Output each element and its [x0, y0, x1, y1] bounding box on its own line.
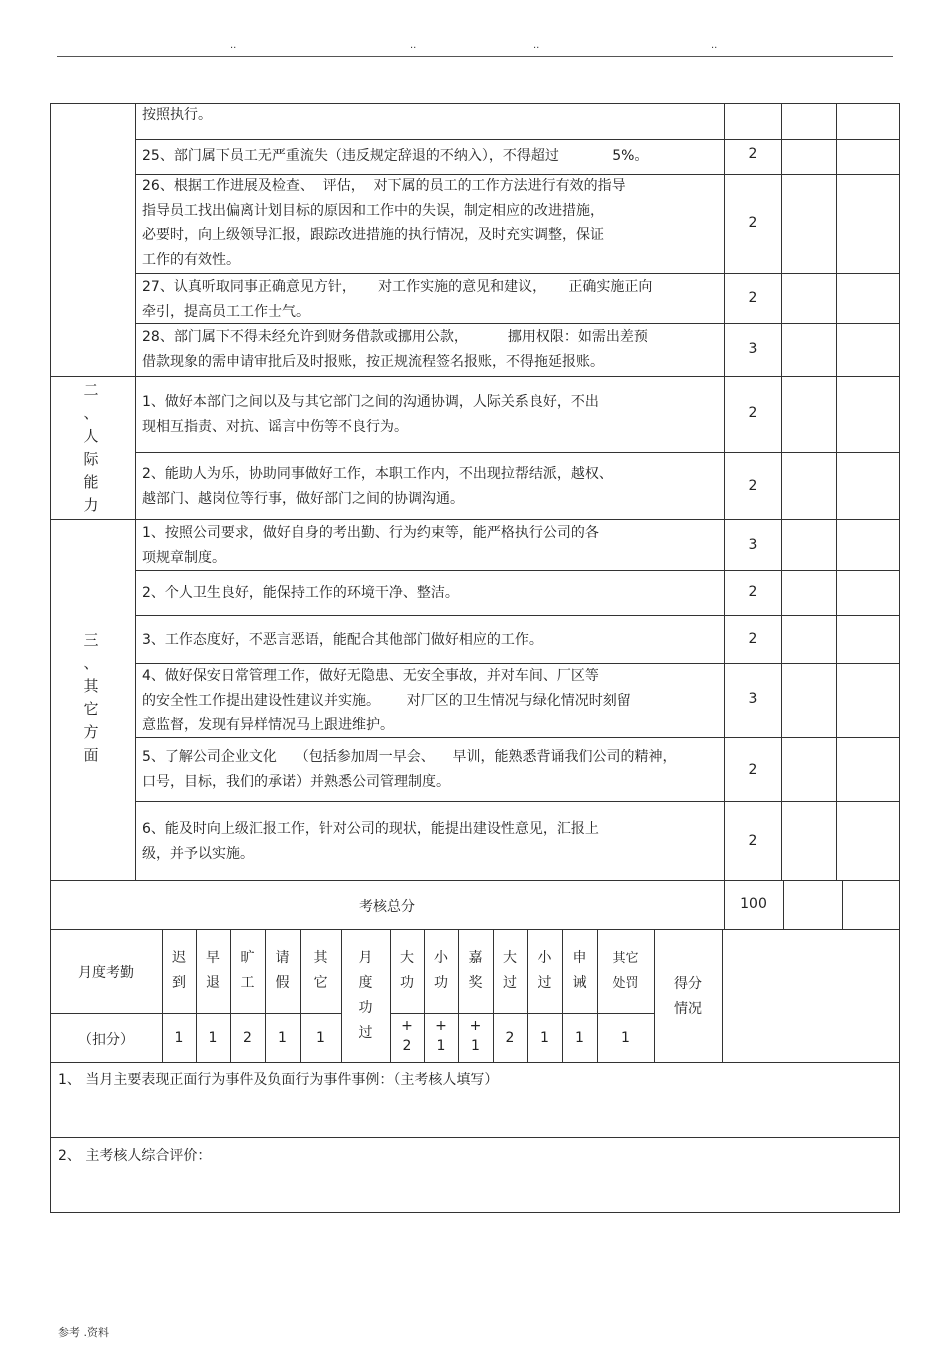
item-score: 2: [748, 215, 758, 231]
item-text: 1、按照公司要求，做好自身的考出勤、行为约束等，能严格执行公司的各 项规章制度。: [142, 525, 599, 566]
item-score: 3: [748, 537, 758, 553]
attendance-col-early-leave: 早 退: [206, 950, 220, 991]
merit-val-reprimand: 1: [575, 1030, 584, 1046]
item-text: 27、认真听取同事正确意见方针， 对工作实施的意见和建议， 正确实施正向 牵引，提高员工工作士气。: [142, 279, 653, 320]
merit-col-major-demerit: 大 过: [503, 950, 517, 991]
attendance-col-leave: 请 假: [275, 950, 290, 991]
item-score: 2: [748, 478, 758, 494]
header-mark: ..: [230, 40, 237, 51]
attendance-col-absent: 旷 工: [240, 950, 255, 991]
item-text: 2、个人卫生良好，能保持工作的环境干净、整洁。: [142, 585, 459, 601]
note-events-field[interactable]: [51, 1092, 899, 1136]
item-text: 28、部门属下不得未经允许到财务借款或挪用公款， 挪用权限：如需出差预 借款现象的需申请审批后及时报账，按正规流程签名报账，不得拖延报账。: [142, 329, 648, 370]
attendance-col-late: 迟 到: [172, 950, 186, 991]
footer-text: 参考 .资料: [58, 1326, 109, 1339]
item-score: 2: [748, 631, 758, 647]
header-rule: [57, 56, 893, 57]
item-text: 5、了解公司企业文化 （包括参加周一早会、 早训，能熟悉背诵我们公司的精神， 口号，目标，我们的承诺）并熟悉公司管理制度。: [142, 749, 677, 790]
deduct-label: （扣分）: [78, 1032, 134, 1048]
score-status-label: 得分 情况: [674, 976, 702, 1017]
score-status-field[interactable]: [723, 930, 899, 1062]
merit-val-other-penalty: 1: [621, 1030, 630, 1046]
merit-val-major-demerit: 2: [505, 1030, 515, 1046]
attendance-val-early-leave: 1: [208, 1030, 218, 1046]
category-interpersonal: 二 、 人 际 能 力: [83, 381, 99, 514]
merit-val-commendation: + 1: [469, 1018, 482, 1054]
attendance-val-leave: 1: [278, 1030, 287, 1046]
note-evaluation-field[interactable]: [51, 1168, 899, 1211]
merit-val-major-merit: + 2: [401, 1018, 413, 1054]
header-mark: ..: [711, 40, 718, 51]
item-score: 2: [748, 833, 758, 849]
merit-col-minor-merit: 小 功: [434, 950, 448, 991]
merit-col-major-merit: 大 功: [400, 950, 414, 991]
note-positive-negative-events: 1、 当月主要表现正面行为事件及负面行为事件事例：（主考核人填写）: [58, 1072, 499, 1088]
attendance-val-other: 1: [316, 1030, 325, 1046]
item-score: 2: [748, 584, 758, 600]
merit-val-minor-demerit: 1: [540, 1030, 549, 1046]
item-text: 25、部门属下员工无严重流失（违反规定辞退的不纳入），不得超过 5%。: [142, 148, 649, 164]
merit-col-other-penalty: 其它 处罚: [612, 951, 639, 991]
header-mark: ..: [533, 40, 540, 51]
merit-col-commendation: 嘉 奖: [468, 950, 483, 991]
merit-label: 月 度 功 过: [358, 950, 373, 1041]
item-score: 2: [748, 146, 758, 162]
item-score: 2: [748, 762, 758, 778]
category-other: 三 、 其 它 方 面: [83, 631, 99, 764]
attendance-val-late: 1: [174, 1030, 184, 1046]
total-label: 考核总分: [359, 899, 415, 915]
item-text: 1、做好本部门之间以及与其它部门之间的沟通协调，人际关系良好，不出 现相互指责、对抗、谣言中伤等不良行为。: [142, 394, 599, 435]
item-score: 2: [748, 290, 758, 306]
item-score: 3: [748, 691, 758, 707]
merit-col-minor-demerit: 小 过: [537, 950, 552, 991]
attendance-val-absent: 2: [243, 1030, 252, 1046]
item-text: 按照执行。: [142, 107, 212, 123]
header-mark: ..: [410, 40, 417, 51]
attendance-title: 月度考勤: [78, 965, 134, 981]
item-score: 3: [748, 341, 758, 357]
item-text: 4、做好保安日常管理工作，做好无隐患、无安全事故，并对车间、厂区等 的安全性工作提出建设性建议并实施。 对厂区的卫生情况与绿化情况时刻留 意监督，发现有异样情况马上跟进维护。: [142, 668, 631, 733]
item-score: 2: [748, 405, 758, 421]
item-text: 6、能及时向上级汇报工作，针对公司的现状，能提出建设性意见，汇报上 级，并予以实施。: [142, 821, 599, 862]
note-overall-evaluation: 2、 主考核人综合评价：: [58, 1148, 212, 1164]
attendance-col-other: 其 它: [313, 950, 328, 991]
merit-col-reprimand: 申 诫: [572, 950, 587, 991]
item-text: 26、根据工作进展及检查、 评估， 对下属的员工的工作方法进行有效的指导 指导员工找出偏离计划目标的原因和工作中的失误，制定相应的改进措施， 必要时，向上级领导汇报，跟踪改进措施的执行情况，及时充实调整，保证 工作的有效性。: [142, 178, 626, 268]
item-text: 2、能助人为乐，协助同事做好工作，本职工作内，不出现拉帮结派，越权、 越部门、越岗位等行事，做好部门之间的协调沟通。: [142, 466, 613, 507]
total-value: 100: [740, 896, 767, 912]
item-text: 3、工作态度好，不恶言恶语，能配合其他部门做好相应的工作。: [142, 632, 543, 648]
merit-val-minor-merit: + 1: [435, 1018, 447, 1054]
